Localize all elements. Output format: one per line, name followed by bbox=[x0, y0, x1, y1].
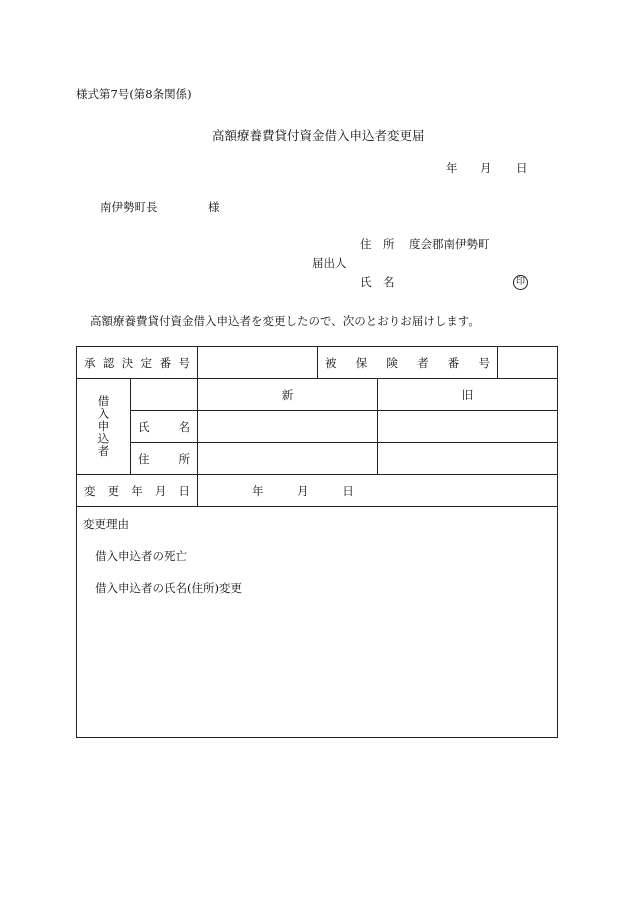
reason-option-death: 借入申込者の死亡 bbox=[95, 549, 187, 563]
label-char: 名 bbox=[178, 419, 190, 434]
borrower-name-label-cell bbox=[131, 411, 198, 443]
name-label: 氏 名 bbox=[360, 275, 395, 289]
addressee-name: 南伊勢町長 bbox=[100, 200, 158, 214]
borrower-address-label-cell bbox=[131, 443, 198, 475]
borrower-label: 借入申込者 bbox=[96, 395, 111, 458]
date-day-label: 日 bbox=[516, 161, 528, 175]
label-char: 日 bbox=[178, 483, 190, 498]
reason-option-name-address-change: 借入申込者の氏名(住所)変更 bbox=[95, 581, 242, 595]
document-title: 高額療養費貸付資金借入申込者変更届 bbox=[212, 128, 425, 143]
addressee-honorific: 様 bbox=[208, 200, 220, 214]
approval-number-field[interactable] bbox=[198, 347, 318, 379]
insured-number-field[interactable] bbox=[498, 347, 558, 379]
new-old-header-row bbox=[77, 379, 558, 411]
label-char: 号 bbox=[478, 355, 490, 370]
seal-mark: 印 bbox=[513, 273, 528, 290]
form-number: 様式第7号(第8条関係) bbox=[76, 87, 192, 101]
old-address-field[interactable] bbox=[378, 443, 558, 475]
label-char: 更 bbox=[107, 483, 120, 498]
change-form-table bbox=[76, 346, 558, 738]
label-char: 住 bbox=[138, 451, 150, 466]
change-date-row bbox=[77, 475, 558, 507]
insured-number-label-cell bbox=[318, 347, 498, 379]
approval-number-label-cell bbox=[77, 347, 198, 379]
change-date-field[interactable] bbox=[198, 475, 558, 507]
label-char: 年 bbox=[131, 483, 143, 498]
label-char: 定 bbox=[140, 355, 153, 370]
label-char: 被 bbox=[325, 355, 337, 370]
label-char: 番 bbox=[159, 355, 172, 370]
label-char: 所 bbox=[178, 451, 190, 466]
label-char: 認 bbox=[102, 355, 115, 370]
new-name-field[interactable] bbox=[198, 411, 378, 443]
change-date-year-label: 年 bbox=[252, 483, 264, 498]
address-value: 度会郡南伊勢町 bbox=[409, 237, 490, 251]
old-name-field[interactable] bbox=[378, 411, 558, 443]
label-char: 番 bbox=[447, 355, 460, 370]
address-label: 住 所 bbox=[360, 237, 395, 251]
reason-cell[interactable] bbox=[77, 507, 558, 738]
label-char: 承 bbox=[84, 355, 96, 370]
label-char: 変 bbox=[84, 483, 96, 498]
label-char: 険 bbox=[386, 355, 398, 370]
borrower-name-row bbox=[77, 411, 558, 443]
label-char: 月 bbox=[154, 483, 167, 498]
applicant-label: 届出人 bbox=[312, 256, 347, 270]
label-char: 号 bbox=[178, 355, 190, 370]
new-address-field[interactable] bbox=[198, 443, 378, 475]
empty-cell bbox=[131, 379, 198, 411]
label-char: 氏 bbox=[138, 419, 150, 434]
intro-text: 高額療養費貸付資金借入申込者を変更したので、次のとおりお届けします。 bbox=[90, 314, 480, 328]
borrower-label-cell bbox=[77, 379, 131, 475]
date-month-label: 月 bbox=[480, 161, 492, 175]
borrower-address-row bbox=[77, 443, 558, 475]
label-char: 者 bbox=[417, 355, 429, 370]
change-date-label-cell bbox=[77, 475, 198, 507]
approval-row bbox=[77, 347, 558, 379]
label-char: 決 bbox=[121, 355, 134, 370]
change-date-month-label: 月 bbox=[297, 483, 309, 498]
reason-row bbox=[77, 507, 558, 738]
reason-label: 変更理由 bbox=[83, 517, 129, 531]
date-year-label: 年 bbox=[446, 161, 458, 175]
label-char: 保 bbox=[355, 355, 368, 370]
old-header: 旧 bbox=[378, 379, 558, 411]
new-header: 新 bbox=[198, 379, 378, 411]
change-date-day-label: 日 bbox=[342, 483, 354, 498]
